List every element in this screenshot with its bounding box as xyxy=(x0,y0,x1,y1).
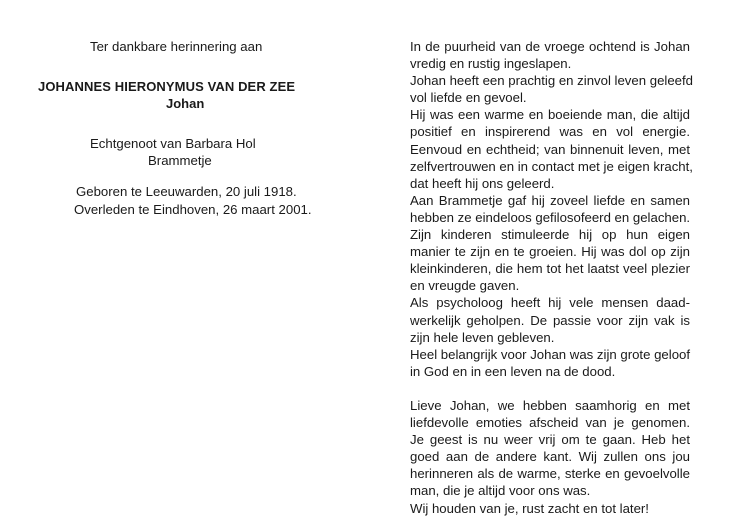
text-line: zelfvertrouwen en in contact met je eigen kracht, xyxy=(410,158,693,174)
text-line: Eenvoud en echtheid; van binnenuit leven, met xyxy=(410,141,690,157)
text-line: Hij was een warme en boeiende man, die altijd xyxy=(410,107,690,123)
dedication-line: Ter dankbare herinnering aan xyxy=(90,39,263,54)
text-line: Je geest is nu weer vrij om te gaan. Heb het xyxy=(410,432,690,448)
deceased-nickname: Johan xyxy=(166,96,205,111)
text-line: man, die je altijd voor ons was. xyxy=(410,483,591,499)
text-line: In de puurheid van de vroege ochtend is Johan xyxy=(410,39,690,54)
text-line: Aan Brammetje gaf hij zoveel liefde en samen xyxy=(410,192,690,208)
text-line: werkelijk geholpen. De passie voor zijn vak is xyxy=(410,312,690,328)
birth-line: Geboren te Leeuwarden, 20 juli 1918. xyxy=(76,184,297,199)
text-line: positief en inspirerend was en vol energie. xyxy=(410,124,690,140)
spouse-nickname: Brammetje xyxy=(148,153,212,168)
memorial-text-panel xyxy=(410,38,694,517)
text-line: hebben ze eindeloos gefilosofeerd en gelachen. xyxy=(410,209,691,225)
text-line: in God en in een leven na de dood. xyxy=(410,363,616,379)
text-line: zijn hele leven gebleven. xyxy=(410,329,555,345)
text-line: goed aan de andere kant. Wij zullen ons jou xyxy=(410,449,690,465)
text-line: liefdevolle emoties afscheid van je genomen. xyxy=(410,415,690,431)
text-line: Lieve Johan, we hebben saamhorig en met xyxy=(410,397,690,413)
text-line: vol liefde en gevoel. xyxy=(410,90,527,106)
text-line: Wij houden van je, rust zacht en tot later! xyxy=(410,500,649,516)
deceased-full-name: JOHANNES HIERONYMUS VAN DER ZEE xyxy=(38,79,296,94)
text-line: Heel belangrijk voor Johan was zijn grote geloof xyxy=(410,346,691,362)
text-line: Johan heeft een prachtig en zinvol leven geleefd xyxy=(410,73,694,89)
text-line: manier te zijn en te groeien. Hij was dol op zijn xyxy=(410,244,690,260)
spouse-line: Echtgenoot van Barbara Hol xyxy=(90,136,256,151)
death-line: Overleden te Eindhoven, 26 maart 2001. xyxy=(74,202,312,217)
text-line: kleinkinderen, die hem tot het laatst veel plezier xyxy=(410,261,690,277)
text-line: dat heeft hij ons geleerd. xyxy=(410,175,555,191)
text-line: herinneren als de warme, sterke en gevoelvolle xyxy=(410,466,690,482)
paragraph-gap xyxy=(410,380,690,397)
text-line: en vreugde gaven. xyxy=(410,278,520,294)
text-line: Zijn kinderen stimuleerde hij op hun eigen xyxy=(410,227,690,243)
text-line: vredig en rustig ingeslapen. xyxy=(410,56,572,72)
text-line: Als psycholoog heeft hij vele mensen daad- xyxy=(410,295,690,311)
